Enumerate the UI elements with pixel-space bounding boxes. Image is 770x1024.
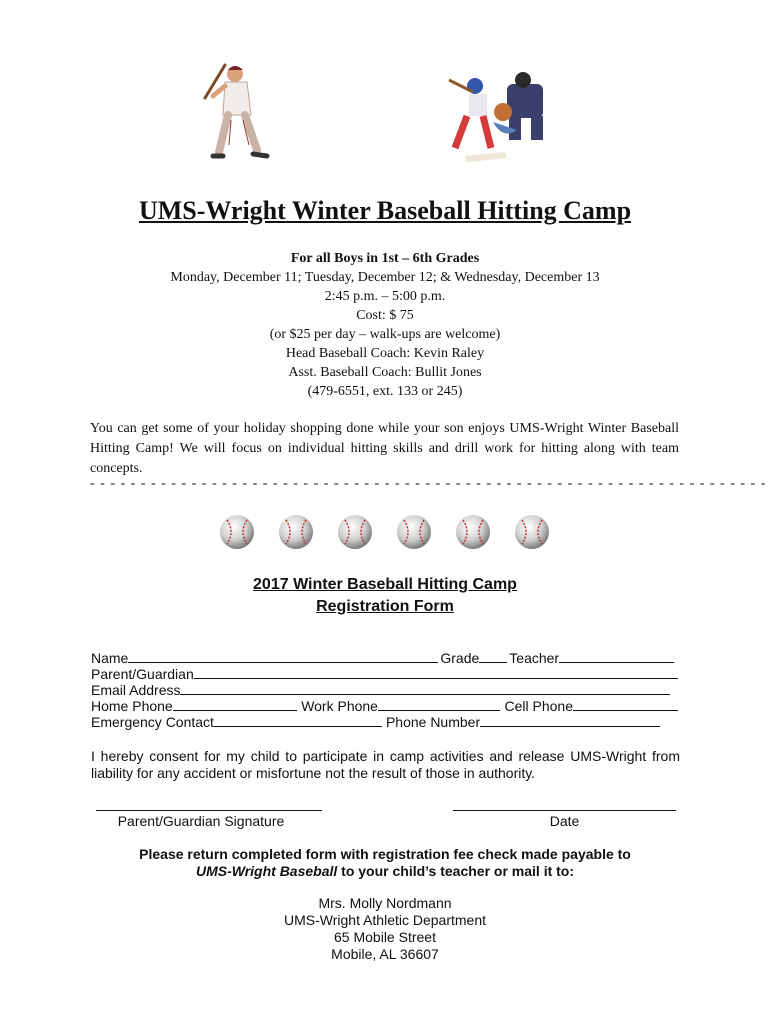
head-coach-line: Head Baseball Coach: Kevin Raley xyxy=(285,346,485,361)
parent-field[interactable] xyxy=(194,666,678,679)
address-line-2: UMS-Wright Athletic Department xyxy=(283,912,487,928)
baseball-icon xyxy=(279,515,313,549)
signature-line[interactable] xyxy=(96,810,322,811)
baseball-icon xyxy=(456,515,490,549)
catcher-umpire-icon xyxy=(445,70,555,165)
dates-line: Monday, December 11; Tuesday, December 12; & Wednesday, December 13 xyxy=(170,270,600,285)
grade-label: Grade xyxy=(440,650,480,666)
teacher-label: Teacher xyxy=(509,650,560,666)
return-rest: to your child’s teacher or mail it to: xyxy=(337,863,575,879)
work-phone-field[interactable] xyxy=(378,698,501,711)
date-label: Date xyxy=(549,813,580,829)
phone-number-field[interactable] xyxy=(480,714,660,727)
cost-line: Cost: $ 75 xyxy=(356,308,414,323)
home-phone-field[interactable] xyxy=(173,698,297,711)
baseball-batter-icon xyxy=(195,60,280,164)
grade-field[interactable] xyxy=(479,650,507,663)
date-line[interactable] xyxy=(453,810,676,811)
payable-to: UMS-Wright Baseball xyxy=(195,863,338,879)
phone-number-label: Phone Number xyxy=(385,714,481,730)
signature-label: Parent/Guardian Signature xyxy=(117,813,285,829)
phones-row xyxy=(91,698,680,714)
address-line-1: Mrs. Molly Nordmann xyxy=(318,895,452,911)
name-label: Name xyxy=(91,650,129,666)
baseballs-row xyxy=(220,512,560,552)
consent-paragraph: I hereby consent for my child to participate in camp activities and release UMS-Wright from liability for any accident or misfortune not the result of those in authority. xyxy=(91,748,680,781)
name-row xyxy=(91,650,680,666)
return-instructions: Please return completed form with registration fee check made payable to xyxy=(139,846,631,862)
address-line-4: Mobile, AL 36607 xyxy=(331,946,439,962)
work-phone-label: Work Phone xyxy=(301,698,378,714)
asst-coach-line: Asst. Baseball Coach: Bullit Jones xyxy=(288,365,482,380)
intro-paragraph: You can get some of your holiday shopping done while your son enjoys UMS-Wright Winter Baseball Hitting Camp! We will focus on individual hitting skills and drill work for hitting along with team concepts. xyxy=(90,421,679,476)
email-label: Email Address xyxy=(91,682,181,698)
baseball-icon xyxy=(515,515,549,549)
time-line: 2:45 p.m. – 5:00 p.m. xyxy=(324,289,446,304)
baseball-icon xyxy=(397,515,431,549)
phone-line: (479-6551, ext. 133 or 245) xyxy=(307,384,463,399)
form-title: 2017 Winter Baseball Hitting Camp xyxy=(253,576,517,593)
baseball-icon xyxy=(220,515,254,549)
form-subtitle: Registration Form xyxy=(316,598,454,615)
email-field[interactable] xyxy=(180,682,670,695)
cell-phone-field[interactable] xyxy=(573,698,678,711)
address-line-3: 65 Mobile Street xyxy=(334,929,436,945)
home-phone-label: Home Phone xyxy=(91,698,173,714)
page-title: UMS-Wright Winter Baseball Hitting Camp xyxy=(138,196,632,225)
grades-line: For all Boys in 1st – 6th Grades xyxy=(290,251,480,266)
cell-phone-label: Cell Phone xyxy=(504,698,573,714)
return-instructions-2 xyxy=(0,863,770,879)
teacher-field[interactable] xyxy=(559,650,674,663)
per-day-line: (or $25 per day – walk-ups are welcome) xyxy=(269,327,501,342)
email-row xyxy=(91,682,680,698)
emergency-label: Emergency Contact xyxy=(91,714,214,730)
emergency-field[interactable] xyxy=(214,714,382,727)
emergency-row xyxy=(91,714,680,730)
cut-line-separator: - - - - - - - - - - - - - - - - - - - - - - - - - - - - - - - - - - - - - - - - - - - - - - - - - - - - - - - - - - - - - - - - - - - xyxy=(90,476,767,491)
parent-row xyxy=(91,666,680,682)
name-field[interactable] xyxy=(128,650,438,663)
parent-label: Parent/Guardian xyxy=(91,666,194,682)
baseball-icon xyxy=(338,515,372,549)
